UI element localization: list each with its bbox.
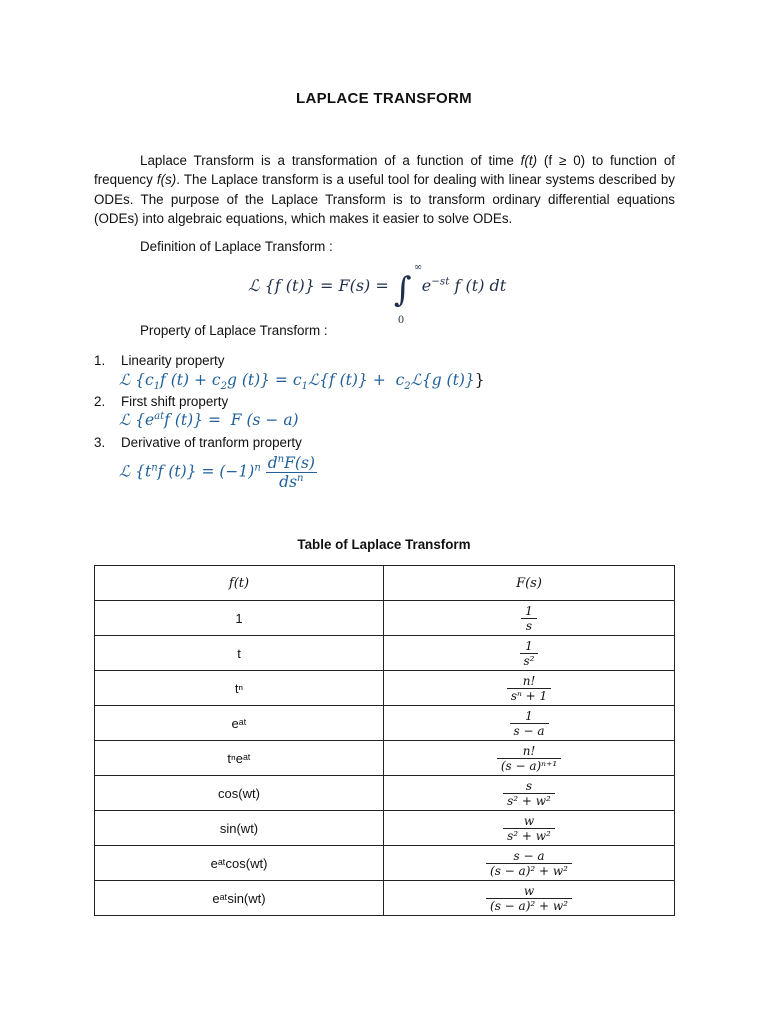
property-2-equation: ℒ {$e^{at}f$ (t)} = F (s − a) (119, 410, 299, 429)
table-row (95, 811, 675, 846)
fraction-denominator: (s − a)² + w² (486, 863, 572, 878)
table-row (95, 636, 675, 671)
table-cell-ft: 1 (95, 601, 384, 636)
fraction-numerator: 1 (525, 603, 533, 618)
fraction-numerator: 1 (525, 638, 533, 653)
fraction-denominator: s² + w² (503, 793, 555, 808)
property-1-equation: ℒ {$c_1f$ $(t) + c_2g$ $(t)\} = c_1ℒ\{f$ $(t)\} + c_2ℒ\{g$ (t)}} (119, 371, 485, 393)
table-title: Table of Laplace Transform (297, 537, 471, 552)
fraction-numerator: s (525, 778, 533, 793)
fraction-numerator: w (523, 813, 535, 828)
table-cell-fs (384, 601, 675, 636)
page-title: LAPLACE TRANSFORM (296, 90, 472, 107)
fraction-denominator: s (521, 618, 537, 633)
definition-exponent: −st (431, 275, 450, 288)
fraction-denominator: s − a (510, 723, 549, 738)
intro-text-3: . The Laplace transform is a useful tool for dealing with linear systems described by ODEs. The purpose of the Laplace Transform is to transform ordinary differential equations (ODEs) into algebraic equations, which makes it easier to solve ODEs. (94, 172, 675, 226)
fraction (507, 674, 551, 703)
intro-text-2: (f ≥ 0) to function of frequency (94, 153, 675, 188)
integral-sign (393, 262, 423, 326)
table-row (95, 881, 675, 916)
table-row (95, 846, 675, 881)
fraction-numerator: 1 (525, 708, 533, 723)
integral-upper-limit: ∞ (413, 262, 423, 273)
fraction (497, 744, 561, 773)
definition-rhs: f (t) dt (449, 276, 507, 295)
property-2-number: 2. (94, 394, 106, 409)
property-1-name: Linearity property (121, 353, 225, 368)
table-cell-ft: sin(wt) (95, 811, 384, 846)
derivative-fraction: $\frac{d^nF(s)}{ds^n}$ (267, 453, 315, 491)
property-3-name: Derivative of tranform property (121, 435, 302, 450)
fraction-denominator: s² + w² (503, 828, 555, 843)
table-cell-ft: t (95, 636, 384, 671)
fraction (503, 779, 555, 808)
table-cell-fs (384, 881, 675, 916)
fraction (521, 604, 537, 633)
table-row (95, 671, 675, 706)
fraction-denominator: sⁿ + 1 (507, 688, 551, 703)
fraction-numerator: n! (522, 673, 536, 688)
table-cell-ft: cos(wt) (95, 776, 384, 811)
table-cell-ft: tⁿ (95, 671, 384, 706)
table-cell-fs (384, 741, 675, 776)
table-cell-ft: eᵃᵗsin(wt) (95, 881, 384, 916)
definition-lhs: ℒ {f (t)} = F(s) = (248, 276, 394, 295)
fraction (486, 884, 572, 913)
definition-label: Definition of Laplace Transform : (140, 239, 333, 254)
property-3-number: 3. (94, 435, 106, 450)
table-row (95, 741, 675, 776)
fraction (503, 814, 555, 843)
intro-ft: f(t) (520, 153, 538, 168)
property-label: Property of Laplace Transform : (140, 323, 328, 338)
definition-equation (248, 262, 507, 326)
table-row (95, 706, 675, 741)
table-row (95, 601, 675, 636)
intro-text-1: Laplace Transform is a transformation of a function of time (140, 153, 521, 168)
header-fs: F(s) (384, 566, 675, 601)
table-cell-ft: tⁿeᵃᵗ (95, 741, 384, 776)
integral-lower-limit: 0 (397, 315, 405, 326)
intro-fs: f(s) (156, 172, 177, 188)
fraction-numerator: s − a (513, 848, 545, 863)
fraction (510, 709, 549, 738)
table-cell-fs (384, 706, 675, 741)
table-row (95, 776, 675, 811)
property-2-name: First shift property (121, 394, 229, 409)
header-ft: f(t) (95, 566, 384, 601)
property-3-equation: ℒ {$t^nf$ $(t)\} = (-1)^n$ $\frac{d^nF(s)}{ds^n}$ (119, 453, 315, 491)
fraction-numerator: n! (522, 743, 536, 758)
definition-exp-base: e (421, 276, 432, 295)
fraction (486, 849, 572, 878)
table-header-row (95, 566, 675, 601)
table-cell-fs (384, 846, 675, 881)
fraction-numerator: w (523, 883, 535, 898)
laplace-table (94, 565, 675, 916)
table-cell-fs (384, 811, 675, 846)
table-cell-fs (384, 776, 675, 811)
fraction-denominator: (s − a)² + w² (486, 898, 572, 913)
table-cell-ft: eᵃᵗ (95, 706, 384, 741)
fraction (520, 639, 539, 668)
table-cell-fs (384, 636, 675, 671)
fraction-denominator: (s − a)ⁿ⁺¹ (497, 758, 561, 773)
intro-paragraph (94, 151, 675, 228)
table-cell-ft: eᵃᵗcos(wt) (95, 846, 384, 881)
fraction-denominator: s² (520, 653, 539, 668)
integral-symbol: ∫ (393, 270, 412, 310)
property-1-number: 1. (94, 353, 106, 368)
table-cell-fs (384, 671, 675, 706)
